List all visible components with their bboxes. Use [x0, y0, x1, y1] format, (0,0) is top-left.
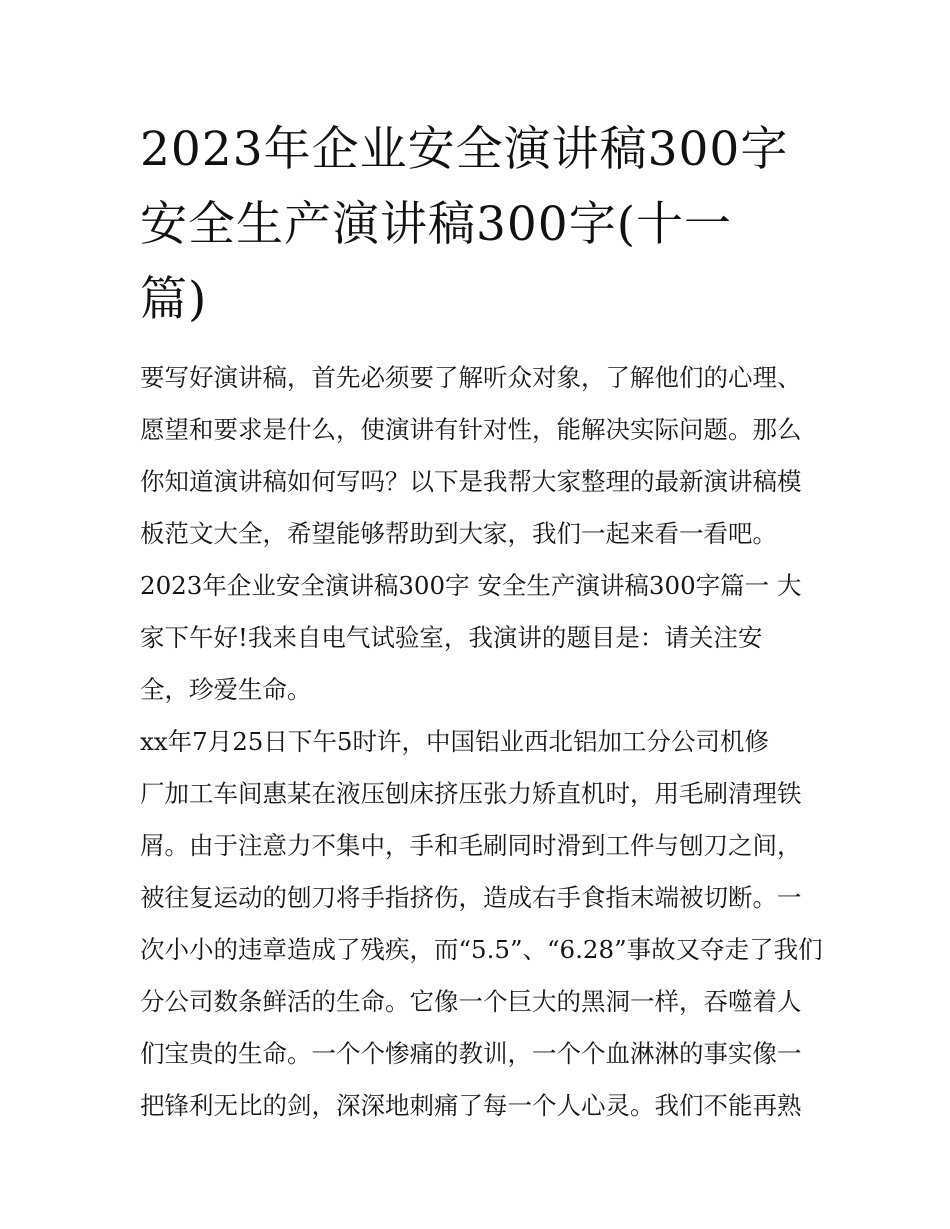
- body-line-15: 把锋利无比的剑，深深地刺痛了每一个人心灵。我们不能再熟: [140, 1091, 802, 1120]
- body-line-1: 要写好演讲稿，首先必须要了解听众对象，了解他们的心理、: [140, 363, 802, 392]
- body-line-5: 2023年企业安全演讲稿300字 安全生产演讲稿300字篇一 大: [140, 571, 802, 600]
- body-line-10: 屑。由于注意力不集中，手和毛刷同时滑到工件与刨刀之间，: [140, 831, 802, 860]
- body-line-13: 分公司数条鲜活的生命。它像一个巨大的黑洞一样，吞噬着人: [140, 987, 802, 1016]
- document-title: [140, 112, 820, 337]
- body-line-3: 你知道演讲稿如何写吗？以下是我帮大家整理的最新演讲稿模: [140, 467, 802, 496]
- body-line-12: 次小小的违章造成了残疾，而“5.5”、“6.28”事故又夺走了我们: [140, 935, 823, 964]
- body-line-11: 被往复运动的刨刀将手指挤伤，造成右手食指末端被切断。一: [140, 883, 802, 912]
- body-line-4: 板范文大全，希望能够帮助到大家，我们一起来看一看吧。: [140, 519, 777, 548]
- body-line-14: 们宝贵的生命。一个个惨痛的教训，一个个血淋淋的事实像一: [140, 1039, 802, 1068]
- title-line-1: 2023年企业安全演讲稿300字: [140, 122, 789, 177]
- title-line-3: 篇): [140, 272, 208, 327]
- body-line-7: 全，珍爱生命。: [140, 675, 312, 704]
- body-line-9: 厂加工车间惠某在液压刨床挤压张力矫直机时，用毛刷清理铁: [140, 779, 802, 808]
- document-body: [140, 352, 823, 1132]
- body-line-6: 家下午好!我来自电气试验室，我演讲的题目是：请关注安: [140, 623, 763, 652]
- body-line-8: xx年7月25日下午5时许，中国铝业西北铝加工分公司机修: [140, 727, 769, 756]
- body-line-2: 愿望和要求是什么，使演讲有针对性，能解决实际问题。那么: [140, 415, 802, 444]
- title-line-2: 安全生产演讲稿300字(十一: [140, 197, 733, 252]
